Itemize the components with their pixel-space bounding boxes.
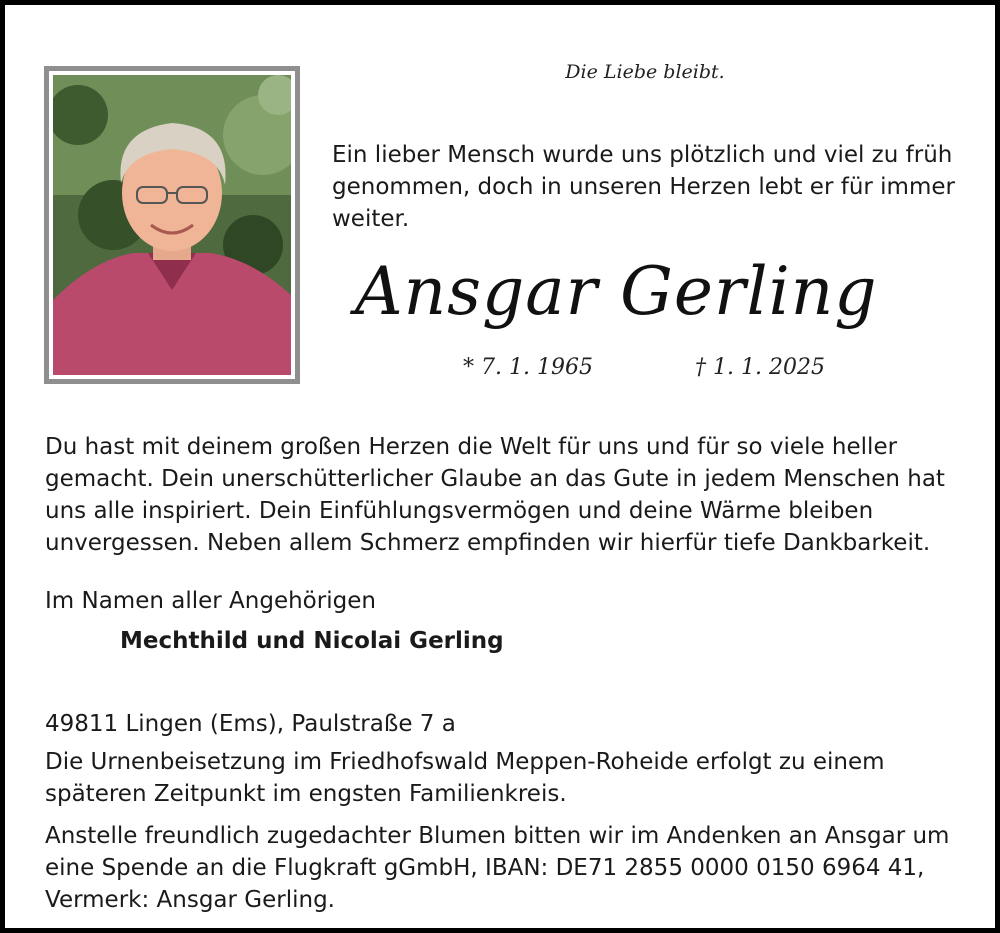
intro-text: Ein lieber Mensch wurde uns plötzlich und viel zu früh genommen, doch in unseren Herzen lebt er für immer weiter. (332, 142, 955, 232)
motto: Die Liebe bleibt. (565, 61, 725, 83)
address: 49811 Lingen (Ems), Paulstraße 7 a (45, 711, 456, 737)
portrait-frame (44, 66, 300, 384)
portrait-photo (53, 75, 291, 375)
signature-intro: Im Namen aller Angehörigen (45, 588, 376, 614)
death-date: † 1. 1. 2025 (695, 355, 825, 380)
burial-note: Die Urnenbeisetzung im Friedhofswald Meppen-Roheide erfolgt zu einem späteren Zeitpunkt im engsten Familienkreis. (45, 749, 885, 807)
birth-date: * 7. 1. 1965 (463, 355, 593, 380)
tribute-text: Du hast mit deinem großen Herzen die Welt für uns und für so viele heller gemacht. Dein unerschütterlicher Glaube an das Gute in jedem Menschen hat uns alle inspiriert. Dein Einfühlungsvermögen und deine Wärme bleiben unvergessen. Neben allem Schmerz empfinden wir hierfür tiefe Dankbarkeit. (45, 434, 945, 556)
deceased-name: Ansgar Gerling (355, 253, 878, 330)
signature-names: Mechthild und Nicolai Gerling (120, 628, 504, 654)
donation-note: Anstelle freundlich zugedachter Blumen bitten wir im Andenken an Ansgar um eine Spende an die Flugkraft gGmbH, IBAN: DE71 2855 0000 0150 6964 41, Vermerk: Ansgar Gerling. (45, 823, 950, 913)
